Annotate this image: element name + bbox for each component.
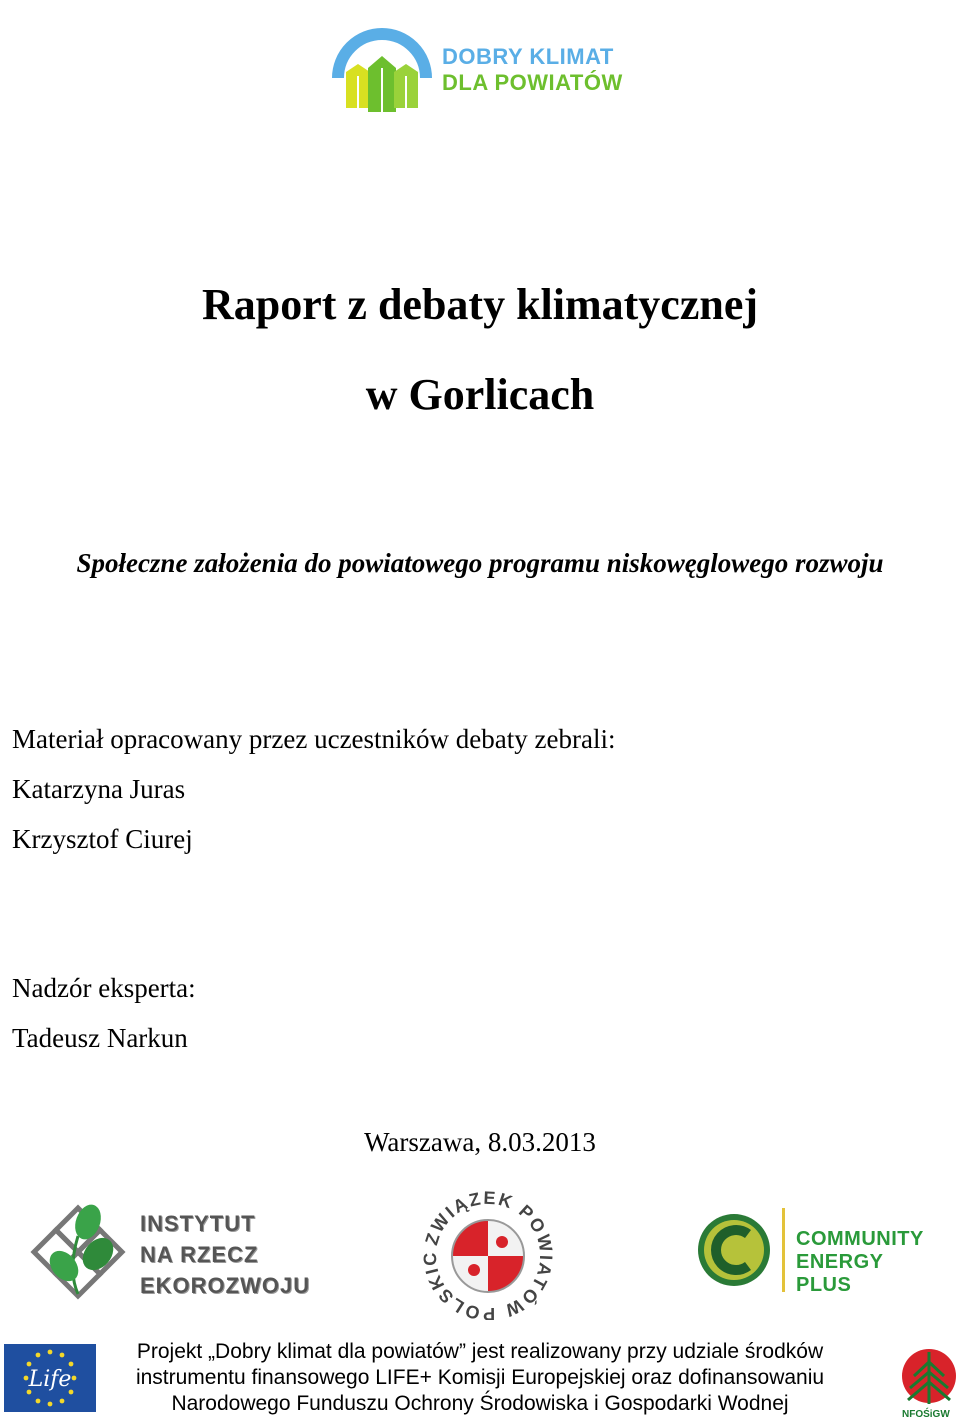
zwiazek-powiatow-logo — [418, 1186, 558, 1320]
instytut-line-2: NA RZECZ — [140, 1242, 259, 1267]
report-subtitle: Społeczne założenia do powiatowego programu niskowęglowego rozwoju — [76, 548, 884, 578]
instytut-leaf-icon — [28, 1196, 134, 1308]
community-energy-plus-logo — [696, 1206, 926, 1298]
prepared-by-label: Materiał opracowany przez uczestników debaty zebrali: — [12, 724, 616, 754]
community-line-2: ENERGY PLUS — [796, 1251, 884, 1296]
zwiazek-arc-text: ZWIĄZEK POWIATÓW POLSKIC — [419, 1187, 557, 1320]
footer-line-1: Projekt „Dobry klimat dla powiatów” jest realizowany przy udziale środków — [136, 1340, 824, 1363]
author-name: Katarzyna Juras — [12, 774, 186, 804]
footer-funding-note — [100, 1339, 860, 1417]
life-text: Life — [28, 1367, 72, 1392]
nfosigw-logo — [900, 1346, 958, 1422]
community-line-1: COMMUNITY — [796, 1228, 924, 1250]
dobry-klimat-emblem-icon — [328, 8, 436, 116]
instytut-line-1: INSTYTUT — [140, 1211, 256, 1236]
footer-line-2: instrumentu finansowego LIFE+ Komisji Europejskiej oraz dofinansowaniu — [135, 1366, 825, 1389]
community-energy-c-icon — [696, 1206, 776, 1292]
nfosigw-label: NFOŚiGW — [902, 1409, 950, 1420]
logo-line-1: DOBRY KLIMAT — [442, 44, 614, 69]
dobry-klimat-logo — [328, 8, 628, 116]
author-name: Krzysztof Ciurej — [12, 824, 193, 854]
eu-life-logo — [4, 1344, 96, 1412]
supervision-label: Nadzór eksperta: — [12, 973, 196, 1003]
zwiazek-powiatow-seal-icon — [418, 1186, 558, 1320]
community-divider — [782, 1208, 785, 1292]
expert-name: Tadeusz Narkun — [12, 1023, 188, 1053]
instytut-line-3: EKOROZWOJU — [140, 1273, 311, 1298]
place-date: Warszawa, 8.03.2013 — [364, 1127, 596, 1157]
report-location: w Gorlicach — [365, 370, 595, 419]
instytut-ekorozwoju-logo — [28, 1196, 318, 1312]
eu-life-flag-icon — [4, 1344, 96, 1412]
logo-line-2: DLA POWIATÓW — [442, 70, 623, 95]
footer-line-3: Narodowego Funduszu Ochrony Środowiska i Gospodarki Wodnej — [171, 1392, 789, 1415]
report-title: Raport z debaty klimatycznej — [201, 280, 758, 329]
nfosigw-tree-icon — [900, 1346, 958, 1408]
